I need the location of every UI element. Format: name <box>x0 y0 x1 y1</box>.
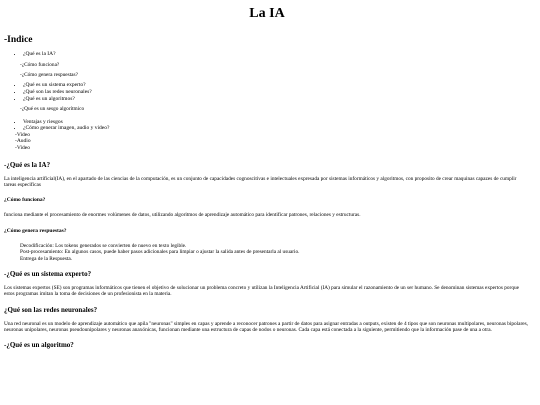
index-item-experto[interactable]: • ¿Qué es un sistema experto? <box>23 82 530 89</box>
index-list <box>4 119 530 152</box>
index-subitem-video-2[interactable]: -Video <box>15 144 30 151</box>
section-heading-experto: -¿Qué es un sistema experto? <box>4 270 92 278</box>
index-list <box>4 82 530 102</box>
index-heading: -Indice <box>4 35 33 45</box>
index-list <box>4 51 530 58</box>
section-heading-ia: -¿Qué es la IA? <box>4 160 51 169</box>
section-text-ia: La inteligencia artificial(IA), en el apartado de las ciencias de la computación, es un conjunto de capacidades cognoscitivas e intelectuales expresada por sistemas informáticos y algoritmos, con proposito de crear maquinas capazes de cumplir tareas especificas <box>4 175 517 188</box>
index-item-ventajas[interactable]: • Ventajas y riesgos <box>23 119 530 126</box>
index-item-ia[interactable]: • ¿Qué es la IA? <box>23 51 530 58</box>
index-item-generar-label: ¿Cómo generar imagen, audio y video? <box>23 125 110 132</box>
section-heading-funciona: ¿Cómo funciona? <box>4 197 46 204</box>
section-heading-algoritmo: -¿Qué es un algoritmo? <box>4 340 74 349</box>
index-subitem-funciona[interactable]: -¿Cómo funciona? <box>20 61 60 68</box>
respuestas-list <box>4 243 530 262</box>
index-subitem-sesgo[interactable]: -¿Qué es un sesgo algorítmico <box>20 106 85 113</box>
section-text-redes: Una red neuronal es un modelo de aprendizaje automático que apila "neuronas" simples en capas y aprende a reconocer patrones a partir de datos para asignar entradas a outputs, existen de 4 tipos que son neuronas multipolares, neuronas bipolares, neuronas unipolares, neuronas pseudounipolares y neuronas anaxónicas, funcionan mediante una estructura de capas de nodos o neuronas. Cada capa está conectada a la siguiente, permitiendo que la información pase de una a otra. <box>4 320 528 334</box>
section-heading-respuestas: ¿Cómo genera respuestas? <box>4 227 67 234</box>
index-item-algoritmos[interactable]: • ¿Qué es un algoritmos? <box>23 96 530 103</box>
index-subitem-video[interactable]: -Video <box>15 131 30 138</box>
section-text-funciona: funciona mediante el procesamiento de enormes volúmenes de datos, utilizando algoritmos de aprendizaje automático para identificar patrones, relaciones y estructuras. <box>4 212 361 219</box>
index-item-redes[interactable]: • ¿Qué son las redes neuronales? <box>23 89 530 96</box>
section-heading-redes: ¿Qué son las redes neuronales? <box>4 305 98 314</box>
respuestas-line-3: Entrega de la Respuesta. <box>20 255 73 262</box>
index-subitem-audio[interactable]: -Audio <box>15 138 31 145</box>
respuestas-line-2: Post-procesamiento: En algunos casos, puede haber pasos adicionales para limpiar o ajustar la salida antes de presentarla al usuario. <box>20 249 300 256</box>
document-page <box>4 4 530 356</box>
respuestas-line-1: Decodificación: Los tokens generados se convierten de nuevo en texto legible. <box>20 242 187 249</box>
section-text-experto: Los sistemas expertos (SE) son programas informáticos que tienen el objetivo de solucionar un problema concreto y utilizan la Inteligencia Artificial (IA) para simular el razonamiento de un ser humano. Se denominan sistemas expertos porque estos programas imitan la toma de decisiones de un profesionista en la materia. <box>4 285 519 298</box>
index-item-generar[interactable] <box>15 125 530 151</box>
page-title: La IA <box>249 6 285 21</box>
index-subitem-respuestas[interactable]: -¿Cómo genera respuestas? <box>20 72 78 78</box>
